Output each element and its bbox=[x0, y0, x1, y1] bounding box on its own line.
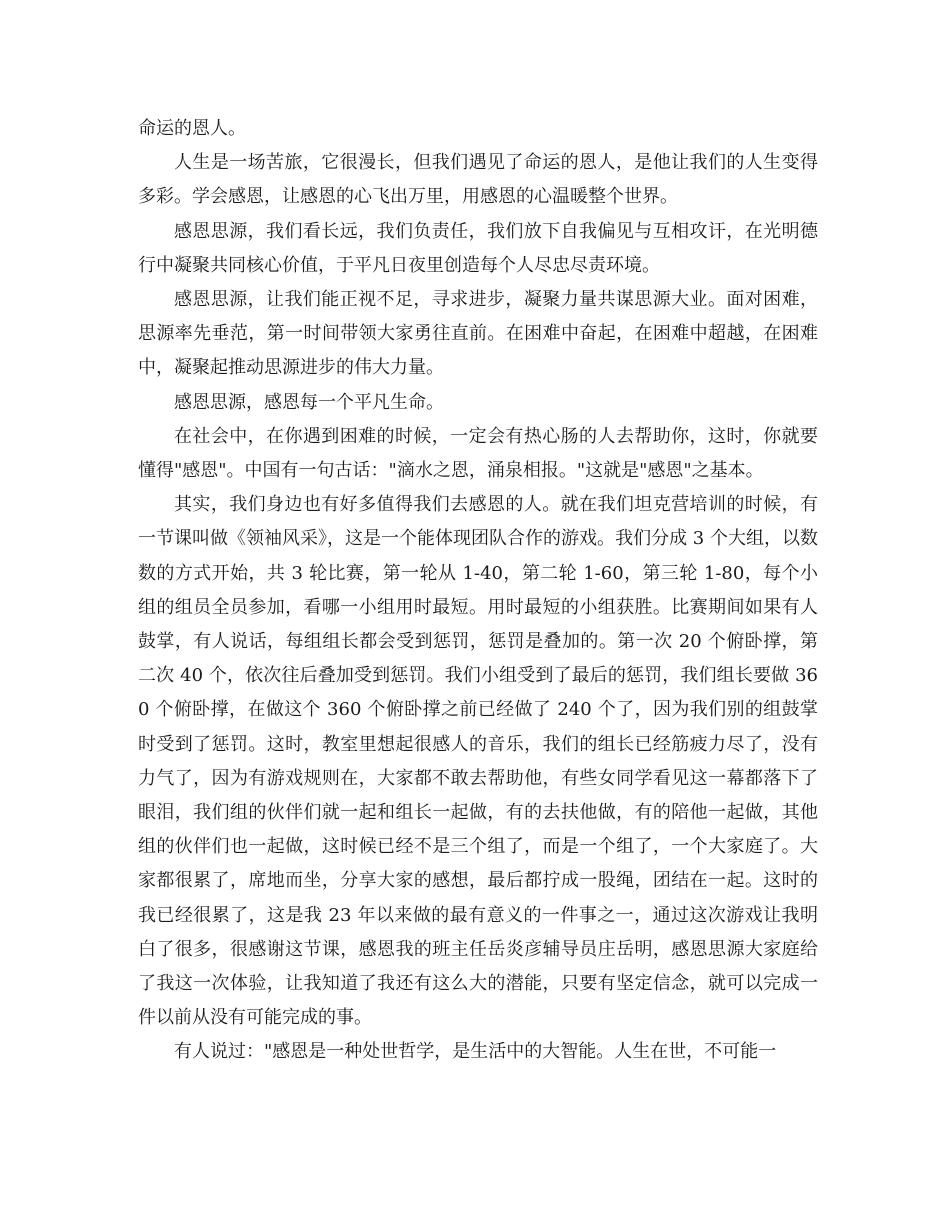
paragraph: 有人说过："感恩是一种处世哲学，是生活中的大智能。人生在世，不可能一 bbox=[174, 1041, 777, 1063]
paragraph: 感恩思源，让我们能正视不足，寻求进步，凝聚力量共谋思源大业。面对困难，思源率先垂范，第一时间带领大家勇往直前。在困难中奋起，在困难中超越，在困难中，凝聚起推动思源进步的伟大力量。 bbox=[138, 289, 818, 379]
paragraph: 人生是一场苦旅，它很漫长，但我们遇见了命运的恩人，是他让我们的人生变得多彩。学会感恩，让感恩的心飞出万里，用感恩的心温暖整个世界。 bbox=[138, 152, 818, 208]
paragraph: 其实，我们身边也有好多值得我们去感恩的人。就在我们坦克营培训的时候，有一节课叫做《领袖风采》，这是一个能体现团队合作的游戏。我们分成 3 个大组，以数数的方式开始，共 3 轮比赛，第一轮从 1-40，第二轮 1-60，第三轮 1-80，每个小组的组员全员参加，看哪一小组用时最短。用时最短的小组获胜。比赛期间如果有人鼓掌，有人说话，每组组长都会受到惩罚，惩罚是叠加的。第一次 20 个俯卧撑，第二次 40 个，依次往后叠加受到惩罚。我们小组受到了最后的惩罚，我们组长要做 360 个俯卧撑，在做这个 360 个俯卧撑之前已经做了 240 个了，因为我们别的组鼓掌时受到了惩罚。这时，教室里想起很感人的音乐，我们的组长已经筋疲力尽了，没有力气了，因为有游戏规则在，大家都不敢去帮助他，有些女同学看见这一幕都落下了眼泪，我们组的伙伴们就一起和组长一起做，有的去扶他做，有的陪他一起做，其他组的伙伴们也一起做，这时候已经不是三个组了，而是一个组了，一个大家庭了。大家都很累了，席地而坐，分享大家的感想，最后都拧成一股绳，团结在一起。这时的我已经很累了，这是我 23 年以来做的最有意义的一件事之一，通过这次游戏让我明白了很多，很感谢这节课，感恩我的班主任岳炎彦辅导员庄岳明，感恩思源大家庭给了我这一次体验，让我知道了我还有这么大的潜能，只要有坚定信念，就可以完成一件以前从没有可能完成的事。 bbox=[138, 494, 818, 1029]
document-body bbox=[138, 112, 818, 1070]
paragraph: 在社会中，在你遇到困难的时候，一定会有热心肠的人去帮助你，这时，你就要懂得"感恩"。中国有一句古话："滴水之恩，涌泉相报。"这就是"感恩"之基本。 bbox=[138, 425, 818, 482]
paragraph: 命运的恩人。 bbox=[138, 118, 246, 139]
paragraph: 感恩思源，感恩每一个平凡生命。 bbox=[174, 391, 444, 413]
paragraph: 感恩思源，我们看长远，我们负责任，我们放下自我偏见与互相攻讦，在光明德行中凝聚共同核心价值，于平凡日夜里创造每个人尽忠尽责环境。 bbox=[138, 220, 818, 276]
